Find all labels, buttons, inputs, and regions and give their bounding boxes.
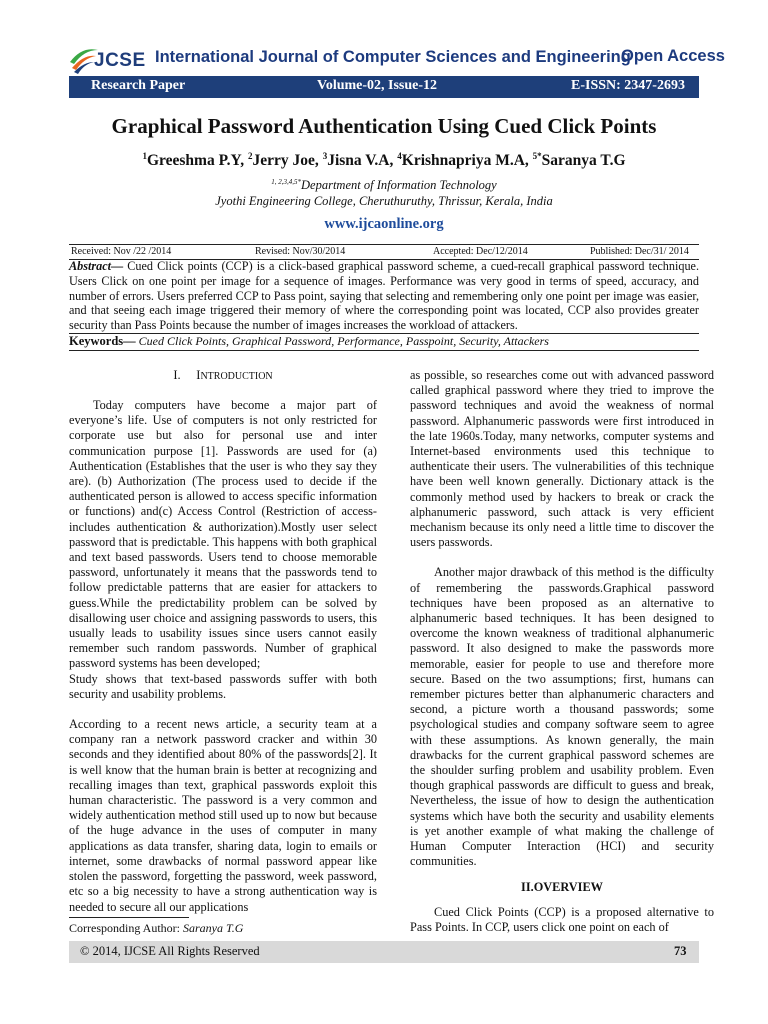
left-column: [69, 398, 377, 915]
corresponding-label: Corresponding Author:: [69, 921, 183, 935]
right-column: [410, 368, 714, 935]
page-number: 73: [674, 944, 687, 958]
abstract-label: Abstract—: [69, 259, 124, 273]
journal-info-bar: [69, 76, 699, 98]
paragraph: According to a recent news article, a security team at a company ran a network password cracker and within 30 seconds and they identified about 80% of the passwords[2]. It is well know that the human brain is better at recognizing and recalling images than text, graphical passwords exploit this human characteristic. The password is a very common and widely authentication method still used up to now but because of the huge advance in the uses of computer in many applications as data transfer, sharing data, login to emails or internet, some drawbacks of normal password appear like stolen the password, forgetting the password, week password, etc so a big necessity to have a strong authentication way is needed to secure all our applications: [69, 717, 377, 914]
author-mark: 1: [142, 151, 147, 161]
received-date: Received: Nov /22 /2014: [71, 246, 172, 257]
author-name: Saranya T.G: [541, 152, 626, 170]
paragraph: as possible, so researches come out with advanced password called graphical password where they tried to improve the password techniques and avoid the weakness of normal password. Alphanumeric passwords were first introduced in the late 1960s.Today, many networks, computer systems and Internet-based environments used this technique to authenticate their users. The vulnerabilities of this technique have been well known generally. Dictionary attack is the commonly method used by hackers to break or crack the alphanumeric password, such attack is very efficient mechanism because its only need a little time to discover the users passwords.: [410, 368, 714, 550]
corresponding-author: [69, 921, 243, 936]
department-line: [0, 178, 768, 193]
accepted-date: Accepted: Dec/12/2014: [433, 246, 528, 257]
college: Jyothi Engineering College, Cheruthuruthy, Thrissur, Kerala, India: [215, 194, 553, 208]
keywords-label: Keywords—: [69, 334, 136, 348]
department: Department of Information Technology: [301, 178, 497, 193]
abstract-text: Cued Click points (CCP) is a click-based graphical password scheme, a cued-recall graphical password technique. Users Click on one point per image for a sequence of images. Performance was very good in terms of speed, accuracy, and number of errors. Users preferred CCP to Pass point, saying that selecting and remembering only one point per image was easier, and that seeing each image triggered their memory of where the corresponding point was located, CCP also provides greater security than Pass Points because the number of images increases the workload of attackers.: [69, 259, 699, 333]
affiliation-mark: 1, 2,3,4,5*: [271, 178, 302, 186]
section-heading-introduction: [69, 368, 377, 383]
journal-name: International Journal of Computer Sciences and Engineering: [155, 48, 631, 66]
abstract: [69, 259, 699, 334]
section-number: I.: [173, 368, 181, 382]
keywords: [69, 334, 699, 351]
author-name: Jisna V.A,: [327, 152, 398, 170]
author-mark: 4: [397, 151, 402, 161]
paper-type: Research Paper: [91, 78, 186, 93]
footnote-rule: [69, 917, 189, 918]
paper-title: Graphical Password Authentication Using Cued Click Points: [111, 114, 657, 138]
open-access-label: Open Access: [621, 47, 725, 65]
published-date: Published: Dec/31/ 2014: [590, 246, 689, 257]
issn: E-ISSN: 2347-2693: [571, 78, 685, 93]
author-mark: 3: [322, 151, 328, 161]
paragraph: Study shows that text-based passwords suffer with both security and usability problems.: [69, 671, 377, 701]
journal-website-link[interactable]: www.ijcaonline.org: [324, 216, 444, 232]
author-name: Jerry Joe,: [252, 152, 323, 170]
section-heading-overview: II.OVERVIEW: [521, 879, 603, 894]
revised-date: Revised: Nov/30/2014: [255, 246, 346, 257]
volume-issue: Volume-02, Issue-12: [317, 78, 438, 93]
dates-row: [69, 244, 699, 260]
corresponding-name: Saranya T.G: [183, 921, 244, 935]
author-name: Greeshma P.Y,: [146, 152, 249, 170]
section-title-rest: NTRODUCTION: [200, 371, 273, 382]
paragraph: Another major drawback of this method is the difficulty of remembering the passwords.Graphical password techniques have been proposed as an alternative to alphanumeric based techniques. It has been designed to overcome the known weakness of traditional alphanumeric password. It also designed to make the passwords more memorable, easier for people to use and therefore more secure. Based on the two assumptions; first, humans can remember pictures better than alphanumeric characters and second, a picture worth a thousand passwords; some psychological studies and company software seem to agree with these assumptions. As known generally, the main drawbacks for the current graphical password schemes are the shoulder surfing problem and usability problem. Even though graphical passwords are difficult to guess and break, Nevertheless, the issue of how to design the authentication systems which have both the security and usability elements is yet another example of what making the challenge of Human Computer Interaction (HCI) and security communities.: [410, 565, 714, 869]
page-footer: [69, 941, 699, 963]
paragraph: Cued Click Points (CCP) is a proposed alternative to Pass Points. In CCP, users click one point on each of: [410, 904, 714, 934]
paragraph: Today computers have become a major part of everyone’s life. Use of computers is not only restricted for corporate use but also for personal use and inter communication purpose [1]. Passwords are used for (a) Authentication (Establishes that the user is who they say they are). (b) Authorization (The process used to decide if the authenticated person is allowed to access specific information or functions) and(c) Access Control (Restriction of access-includes authentication & authorization).Mostly user select password that is predictable. This happens with both graphical and text based passwords. Users tend to choose memorable password, unfortunately it means that the passwords tend to follow predictable patterns that are easier for attackers to guess.While the predictability problem can be solved by disallowing user choice and assigning passwords to users, this usually leads to usability issues since users cannot easily remember such random passwords. Number of graphical password systems has been developed;: [69, 398, 377, 671]
author-mark: 5*: [532, 151, 542, 161]
section-initial: I: [196, 368, 201, 382]
copyright: © 2014, IJCSE All Rights Reserved: [80, 944, 260, 958]
keywords-text: Cued Click Points, Graphical Password, Performance, Passpoint, Security, Attackers: [135, 334, 549, 348]
author-mark: 2: [248, 151, 253, 161]
author-list: [0, 151, 768, 170]
author-name: Krishnapriya M.A,: [401, 152, 533, 170]
journal-logo-text: JCSE: [94, 50, 146, 71]
